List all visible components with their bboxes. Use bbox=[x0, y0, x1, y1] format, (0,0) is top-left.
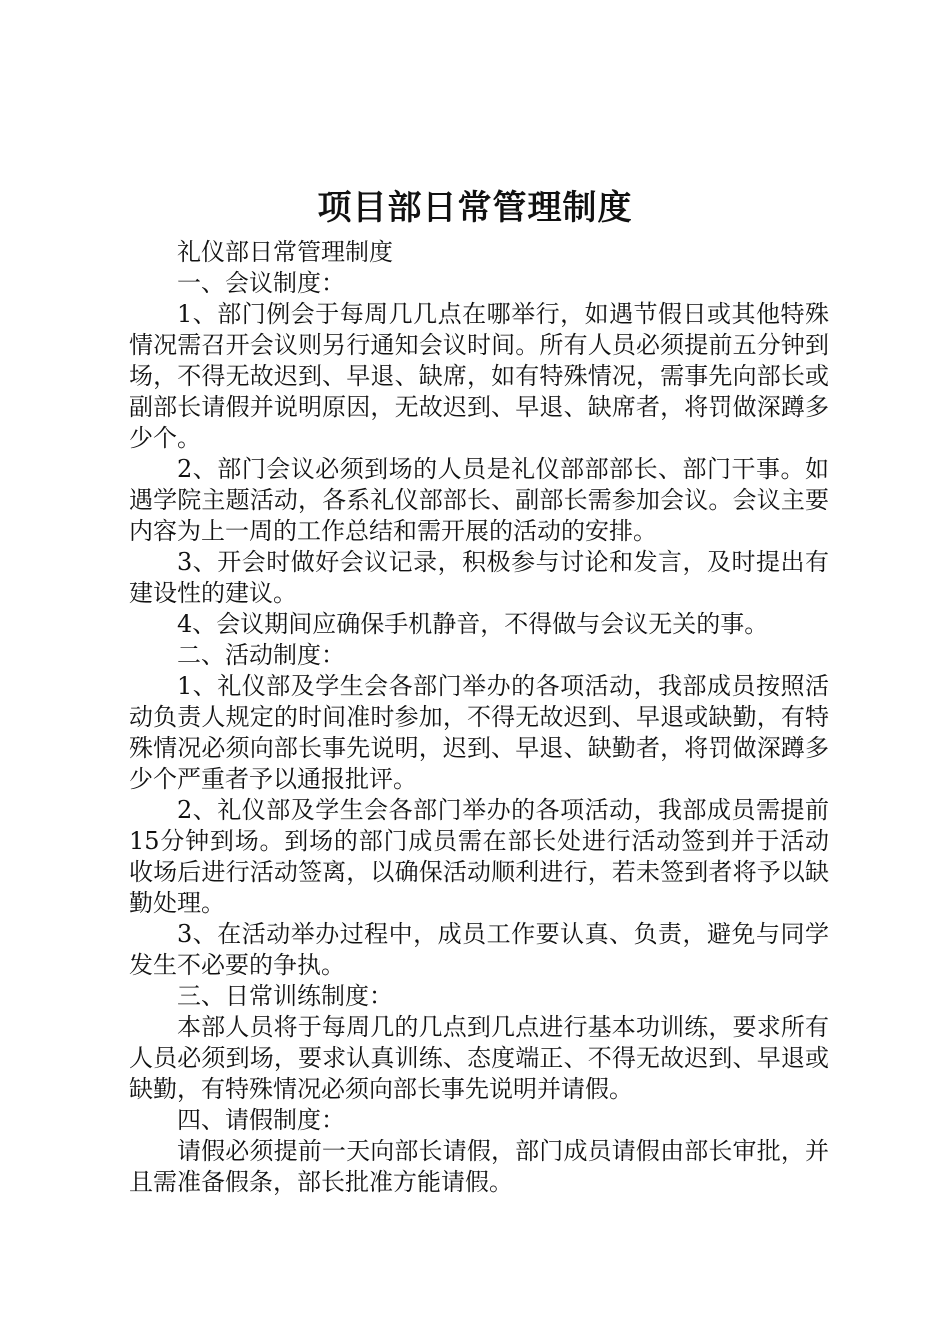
paragraph: 3、在活动举办过程中，成员工作要认真、负责，避免与同学发生不必要的争执。 bbox=[129, 920, 829, 979]
subtitle: 礼仪部日常管理制度 bbox=[177, 238, 393, 266]
paragraph: 3、开会时做好会议记录，积极参与讨论和发言，及时提出有建设性的建议。 bbox=[129, 548, 829, 607]
section-heading-activities: 二、活动制度： bbox=[177, 641, 345, 669]
section-heading-training: 三、日常训练制度： bbox=[177, 982, 393, 1010]
paragraph: 请假必须提前一天向部长请假，部门成员请假由部长审批，并且需准备假条，部长批准方能请假。 bbox=[129, 1137, 829, 1196]
section-heading-meetings: 一、会议制度： bbox=[177, 269, 345, 297]
paragraph: 1、礼仪部及学生会各部门举办的各项活动，我部成员按照活动负责人规定的时间准时参加，不得无故迟到、早退或缺勤，有特殊情况必须向部长事先说明，迟到、早退、缺勤者，将罚做深蹲多少个严重者予以通报批评。 bbox=[129, 672, 829, 793]
paragraph: 2、礼仪部及学生会各部门举办的各项活动，我部成员需提前15分钟到场。到场的部门成员需在部长处进行活动签到并于活动收场后进行活动签离，以确保活动顺利进行，若未签到者将予以缺勤处理。 bbox=[129, 796, 829, 917]
paragraph: 本部人员将于每周几的几点到几点进行基本功训练，要求所有人员必须到场，要求认真训练、态度端正、不得无故迟到、早退或缺勤，有特殊情况必须向部长事先说明并请假。 bbox=[129, 1013, 829, 1103]
paragraph: 2、部门会议必须到场的人员是礼仪部部部长、部门干事。如遇学院主题活动，各系礼仪部部长、副部长需参加会议。会议主要内容为上一周的工作总结和需开展的活动的安排。 bbox=[129, 455, 829, 545]
paragraph: 4、会议期间应确保手机静音，不得做与会议无关的事。 bbox=[177, 610, 769, 638]
section-heading-leave: 四、请假制度： bbox=[177, 1106, 345, 1134]
document-body bbox=[129, 237, 829, 1198]
paragraph: 1、部门例会于每周几几点在哪举行，如遇节假日或其他特殊情况需召开会议则另行通知会议时间。所有人员必须提前五分钟到场，不得无故迟到、早退、缺席，如有特殊情况，需事先向部长或副部长请假并说明原因，无故迟到、早退、缺席者，将罚做深蹲多少个。 bbox=[129, 300, 829, 452]
document-title: 项目部日常管理制度 bbox=[317, 188, 633, 228]
